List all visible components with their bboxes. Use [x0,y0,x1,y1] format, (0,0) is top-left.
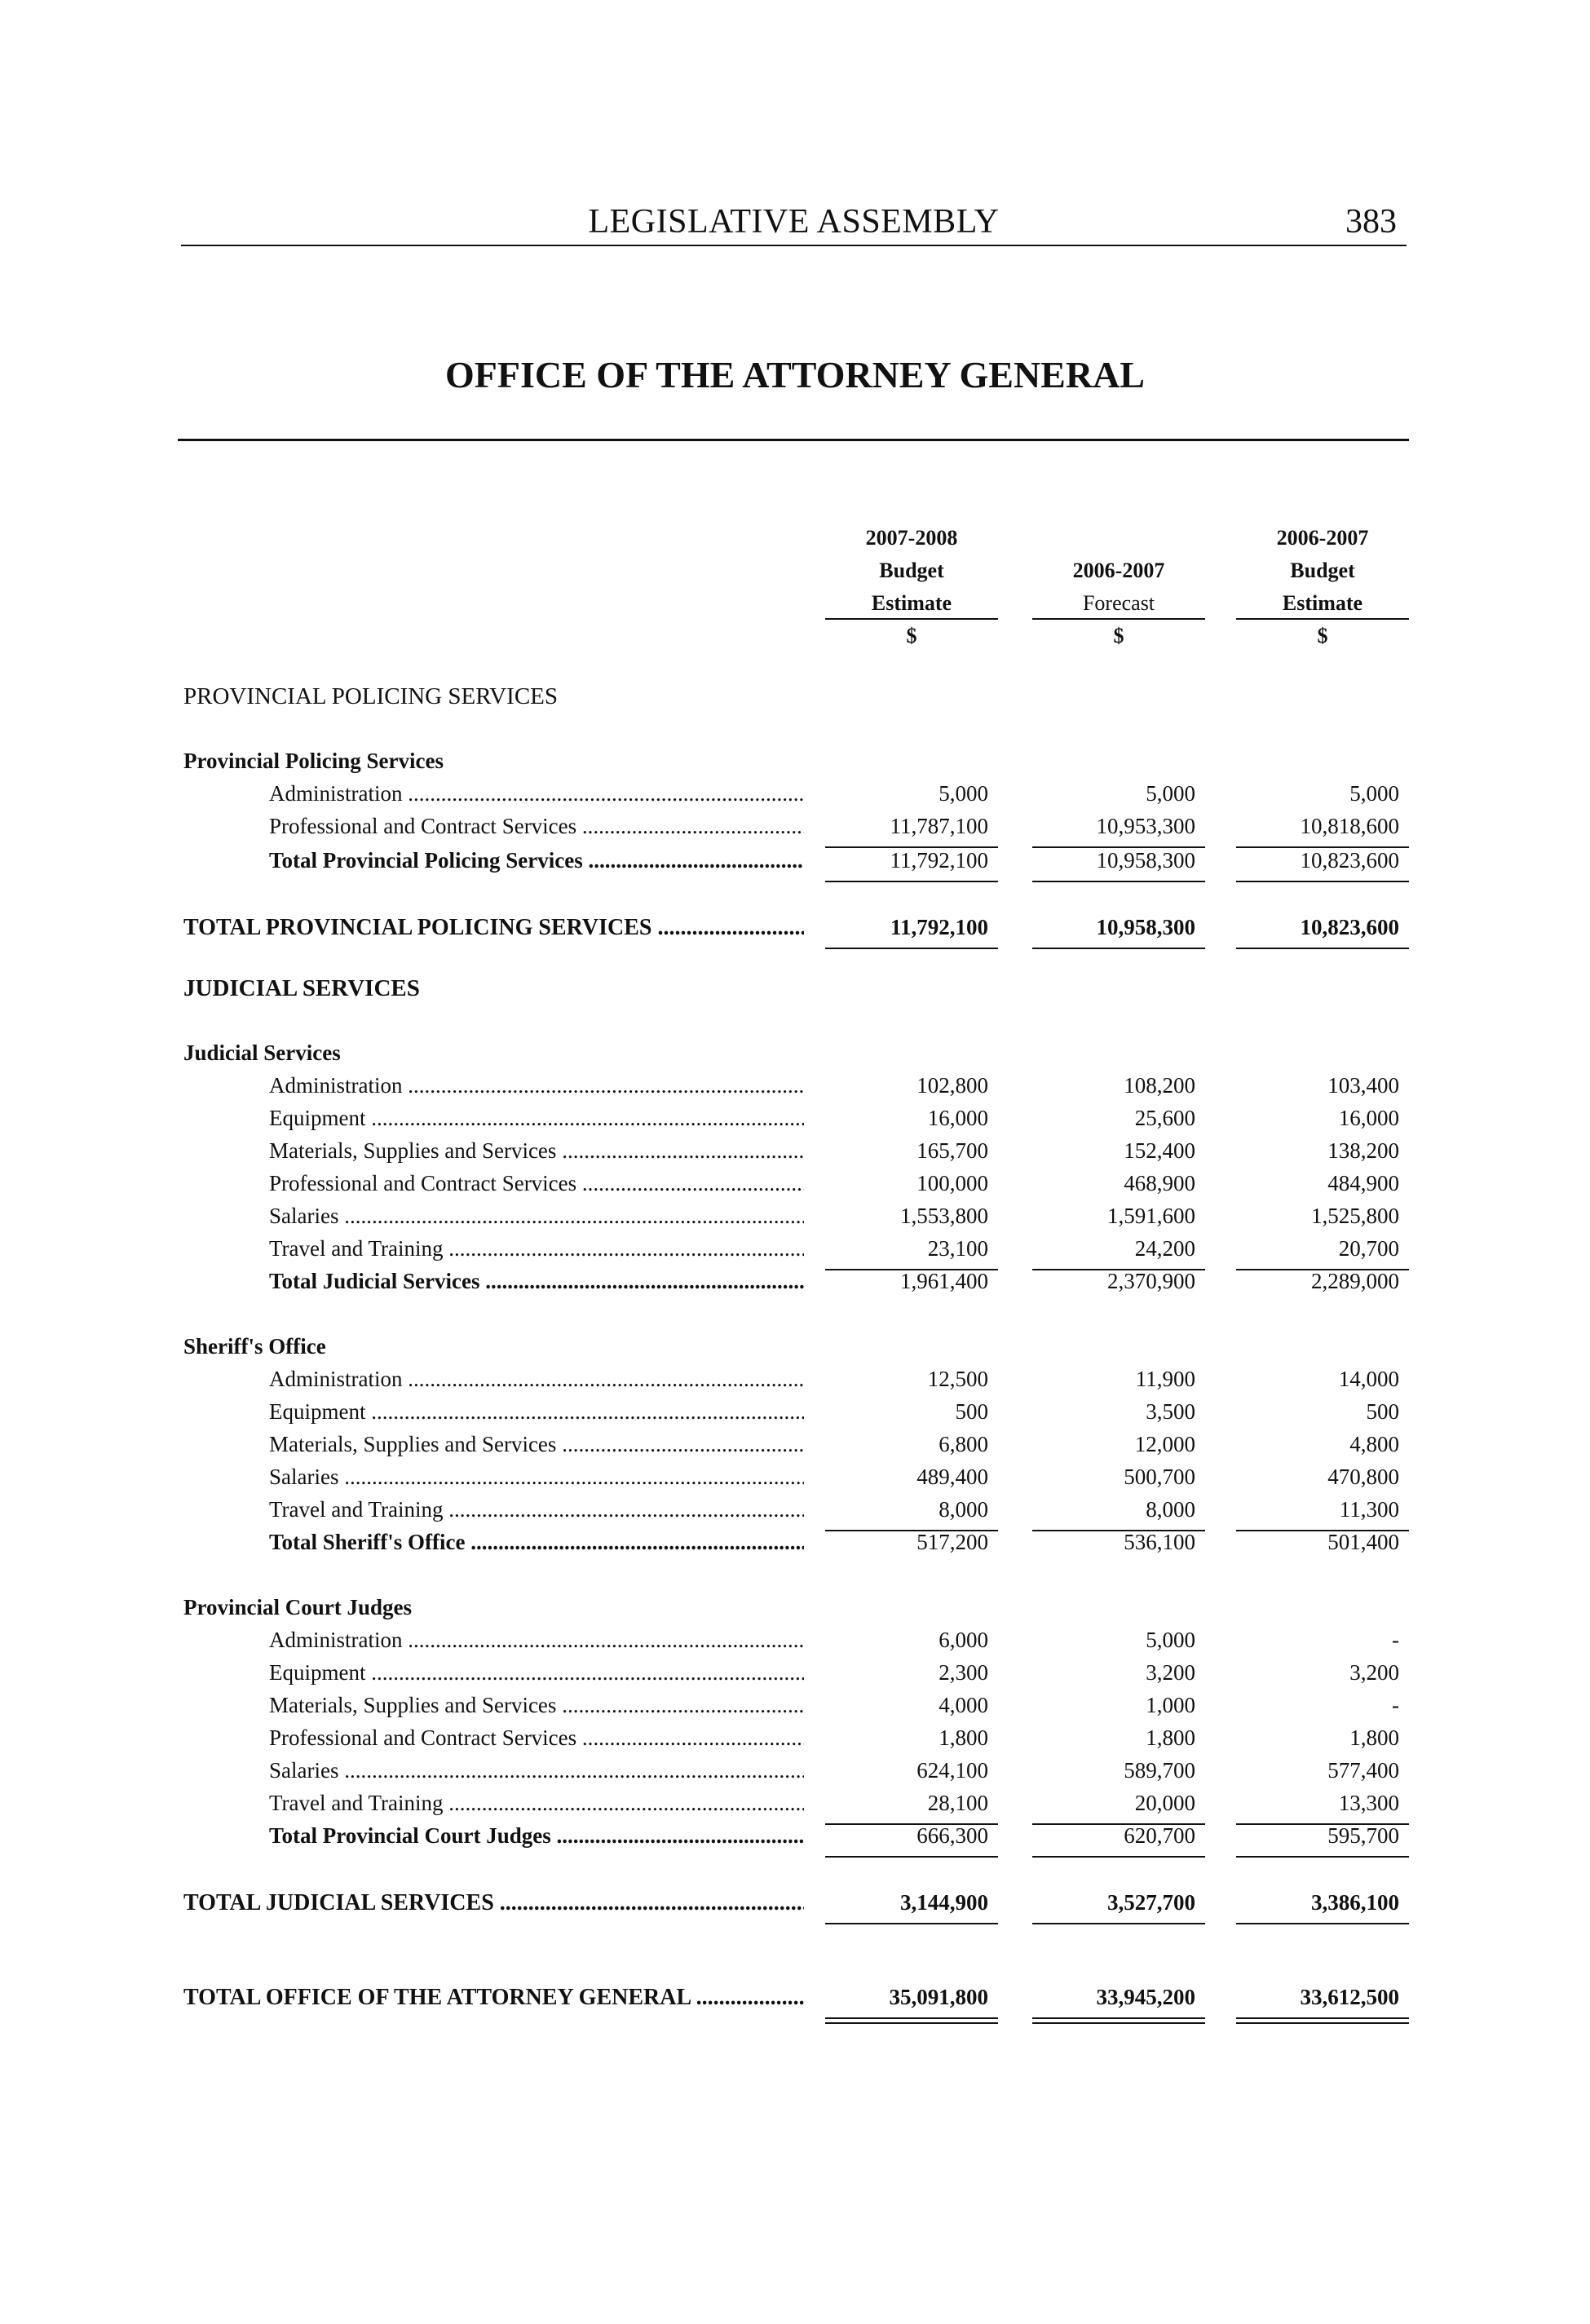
table-row [0,1758,1590,1791]
value-forecast-2006: 5,000 [1146,1628,1195,1652]
value-forecast-2006: 8,000 [1146,1497,1195,1522]
table-row [0,1236,1590,1269]
column-header-rule [825,618,998,620]
value-budget-2006: 484,900 [1327,1171,1399,1195]
table-row [0,1465,1590,1497]
value-budget-2006: 3,386,100 [1311,1890,1399,1915]
value-forecast-2006: 5,000 [1146,781,1195,806]
table-row [0,1171,1590,1204]
value-forecast-2006: 11,900 [1135,1367,1195,1391]
value-budget-2006: 138,200 [1327,1138,1399,1163]
value-budget-2006: 595,700 [1327,1823,1399,1848]
value-budget-2007: 517,200 [916,1530,988,1554]
column-unit: $ [906,624,917,647]
value-forecast-2006: 2,370,900 [1107,1269,1195,1293]
value-budget-2006: 1,525,800 [1311,1204,1399,1228]
table-row [0,1791,1590,1823]
subtotal-rule [825,881,998,882]
value-budget-2007: 1,553,800 [900,1204,988,1228]
row-label: Professional and Contract Services ..... [269,1725,804,1751]
column-header-forecast-2006 [1032,522,1205,652]
column-header-line [1032,522,1205,554]
column-header-line: Estimate [1282,591,1363,615]
total-row [0,1890,1590,1923]
page-header [181,197,1407,246]
column-header-line: 2006-2007 [1276,526,1369,550]
value-budget-2007: 11,792,100 [890,848,988,873]
group-heading-policing: Provincial Policing Services [183,749,444,773]
value-budget-2006: 501,400 [1327,1530,1399,1554]
value-budget-2006: 10,823,600 [1300,848,1399,873]
value-budget-2006: 500 [1366,1399,1399,1424]
total-rule [1032,948,1205,949]
table-row [0,1204,1590,1236]
value-forecast-2006: 10,958,300 [1096,915,1195,939]
value-budget-2006: 14,000 [1338,1367,1399,1391]
value-forecast-2006: 152,400 [1124,1138,1195,1163]
column-unit: $ [1113,624,1124,647]
double-rule [1236,2017,1409,2024]
subtotal-rule [825,1856,998,1858]
page-number: 383 [1345,203,1397,241]
section-heading-judicial: JUDICIAL SERVICES [183,975,420,1001]
row-label: TOTAL PROVINCIAL POLICING SERVICES ..... [183,915,804,941]
value-budget-2006: 10,823,600 [1300,915,1399,939]
table-row [0,1073,1590,1106]
row-label: Materials, Supplies and Services ..... [269,1138,804,1164]
table-row [0,1693,1590,1725]
table-row [0,1628,1590,1660]
value-forecast-2006: 500,700 [1124,1465,1195,1489]
row-label: Total Provincial Policing Services ..... [269,848,804,873]
table-row [0,781,1590,814]
value-budget-2007: 1,961,400 [900,1269,988,1293]
value-budget-2006: 5,000 [1349,781,1399,806]
value-forecast-2006: 25,600 [1134,1106,1195,1130]
total-row [0,915,1590,948]
value-budget-2006: 20,700 [1338,1236,1399,1261]
value-budget-2007: 12,500 [927,1367,988,1391]
row-label: Materials, Supplies and Services ..... [269,1432,804,1457]
row-label: Salaries ..... [269,1465,804,1490]
value-forecast-2006: 536,100 [1124,1530,1195,1554]
value-budget-2007: 3,144,900 [900,1890,988,1915]
row-label: Equipment ..... [269,1106,804,1131]
value-forecast-2006: 589,700 [1124,1758,1195,1783]
row-label: Administration ..... [269,1073,804,1098]
subtotal-rule [1032,881,1205,882]
row-label: TOTAL OFFICE OF THE ATTORNEY GENERAL ..... [183,1985,804,2011]
value-budget-2007: 28,100 [927,1791,988,1815]
value-budget-2007: 6,800 [939,1432,988,1456]
row-label: Administration ..... [269,781,804,806]
value-budget-2007: 16,000 [927,1106,988,1130]
subtotal-row [0,848,1590,881]
value-budget-2007: 11,787,100 [890,814,988,838]
value-budget-2006: 11,300 [1339,1497,1399,1522]
value-budget-2007: 2,300 [939,1660,988,1685]
row-label: Professional and Contract Services ..... [269,1171,804,1196]
value-budget-2006: 3,200 [1349,1660,1399,1685]
column-header-line: Forecast [1082,591,1155,615]
table-row [0,1725,1590,1758]
double-rule [1032,2017,1205,2024]
column-header-budget-2007 [825,522,998,652]
value-forecast-2006: 24,200 [1134,1236,1195,1261]
value-budget-2007: 624,100 [916,1758,988,1783]
value-budget-2007: 8,000 [939,1497,988,1522]
row-label: Total Sheriff's Office ..... [269,1530,804,1555]
table-row [0,1106,1590,1138]
value-budget-2006: - [1392,1628,1399,1652]
total-rule [825,948,998,949]
column-header-rule [1236,618,1409,620]
row-label: Administration ..... [269,1367,804,1392]
group-heading-sheriff: Sheriff's Office [183,1334,326,1359]
value-forecast-2006: 20,000 [1134,1791,1195,1815]
value-budget-2007: 500 [955,1399,988,1424]
value-budget-2006: 1,800 [1349,1725,1399,1750]
value-budget-2007: 100,000 [916,1171,988,1195]
value-forecast-2006: 3,200 [1146,1660,1195,1685]
group-heading-court-judges: Provincial Court Judges [183,1595,413,1619]
row-label: Administration ..... [269,1628,804,1653]
section-heading-policing: PROVINCIAL POLICING SERVICES [183,683,559,709]
table-row [0,1399,1590,1432]
value-forecast-2006: 10,958,300 [1096,848,1195,873]
subtotal-rule [1236,1856,1409,1858]
table-row [0,1497,1590,1530]
group-heading-judicial: Judicial Services [183,1040,341,1065]
subtotal-rule [1032,1856,1205,1858]
value-budget-2006: 4,800 [1349,1432,1399,1456]
value-budget-2006: 16,000 [1338,1106,1399,1130]
value-budget-2007: 23,100 [927,1236,988,1261]
row-label: Equipment ..... [269,1399,804,1425]
row-label: Salaries ..... [269,1204,804,1229]
column-header-line: 2006-2007 [1072,559,1165,582]
subtotal-row [0,1530,1590,1562]
running-header-title: LEGISLATIVE ASSEMBLY [588,203,1000,241]
row-label: Salaries ..... [269,1758,804,1783]
total-rule [1236,948,1409,949]
value-forecast-2006: 1,800 [1146,1725,1195,1750]
column-header-line: Estimate [871,591,952,615]
value-budget-2006: 10,818,600 [1300,814,1399,838]
value-budget-2007: 11,792,100 [890,915,988,939]
row-label: Materials, Supplies and Services ..... [269,1693,804,1718]
table-row [0,1432,1590,1465]
value-forecast-2006: 620,700 [1124,1823,1195,1848]
table-row [0,1367,1590,1399]
value-budget-2006: 577,400 [1327,1758,1399,1783]
value-budget-2006: 103,400 [1327,1073,1399,1098]
value-forecast-2006: 10,953,300 [1096,814,1195,838]
column-header-line: 2007-2008 [865,526,958,550]
table-row [0,1660,1590,1693]
row-label: Travel and Training ..... [269,1236,804,1261]
total-rule [825,1923,998,1924]
title-rule [178,439,1409,441]
value-forecast-2006: 3,527,700 [1107,1890,1195,1915]
document-title: OFFICE OF THE ATTORNEY GENERAL [445,354,1145,395]
value-budget-2006: 33,612,500 [1300,1985,1399,2009]
column-header-line: Budget [1290,559,1355,582]
column-header-budget-2006 [1236,522,1409,652]
row-label: TOTAL JUDICIAL SERVICES ..... [183,1890,804,1916]
value-budget-2007: 102,800 [916,1073,988,1098]
value-forecast-2006: 1,000 [1146,1693,1195,1717]
value-budget-2006: 13,300 [1338,1791,1399,1815]
value-forecast-2006: 33,945,200 [1096,1985,1195,2009]
row-label: Total Provincial Court Judges ..... [269,1823,804,1849]
value-budget-2007: 6,000 [939,1628,988,1652]
column-unit: $ [1317,624,1328,647]
subtotal-rule [1236,881,1409,882]
row-label: Total Judicial Services ..... [269,1269,804,1294]
subtotal-row [0,1823,1590,1856]
total-rule [1236,1923,1409,1924]
value-forecast-2006: 3,500 [1146,1399,1195,1424]
value-forecast-2006: 12,000 [1134,1432,1195,1456]
value-budget-2007: 489,400 [916,1465,988,1489]
value-forecast-2006: 468,900 [1124,1171,1195,1195]
value-budget-2006: - [1392,1693,1399,1717]
row-label: Equipment ..... [269,1660,804,1686]
table-row [0,1138,1590,1171]
value-forecast-2006: 1,591,600 [1107,1204,1195,1228]
value-budget-2007: 1,800 [939,1725,988,1750]
grand-total-row [0,1985,1590,2017]
double-rule [825,2017,998,2024]
row-label: Travel and Training ..... [269,1791,804,1816]
total-rule [1032,1923,1205,1924]
value-budget-2007: 5,000 [939,781,988,806]
value-forecast-2006: 108,200 [1124,1073,1195,1098]
value-budget-2007: 666,300 [916,1823,988,1848]
subtotal-row [0,1269,1590,1301]
value-budget-2007: 4,000 [939,1693,988,1717]
value-budget-2007: 165,700 [916,1138,988,1163]
column-header-line: Budget [879,559,944,582]
row-label: Professional and Contract Services ..... [269,814,804,839]
value-budget-2006: 2,289,000 [1311,1269,1399,1293]
column-header-rule [1032,618,1205,620]
table-row [0,814,1590,846]
value-budget-2006: 470,800 [1327,1465,1399,1489]
value-budget-2007: 35,091,800 [889,1985,988,2009]
row-label: Travel and Training ..... [269,1497,804,1522]
